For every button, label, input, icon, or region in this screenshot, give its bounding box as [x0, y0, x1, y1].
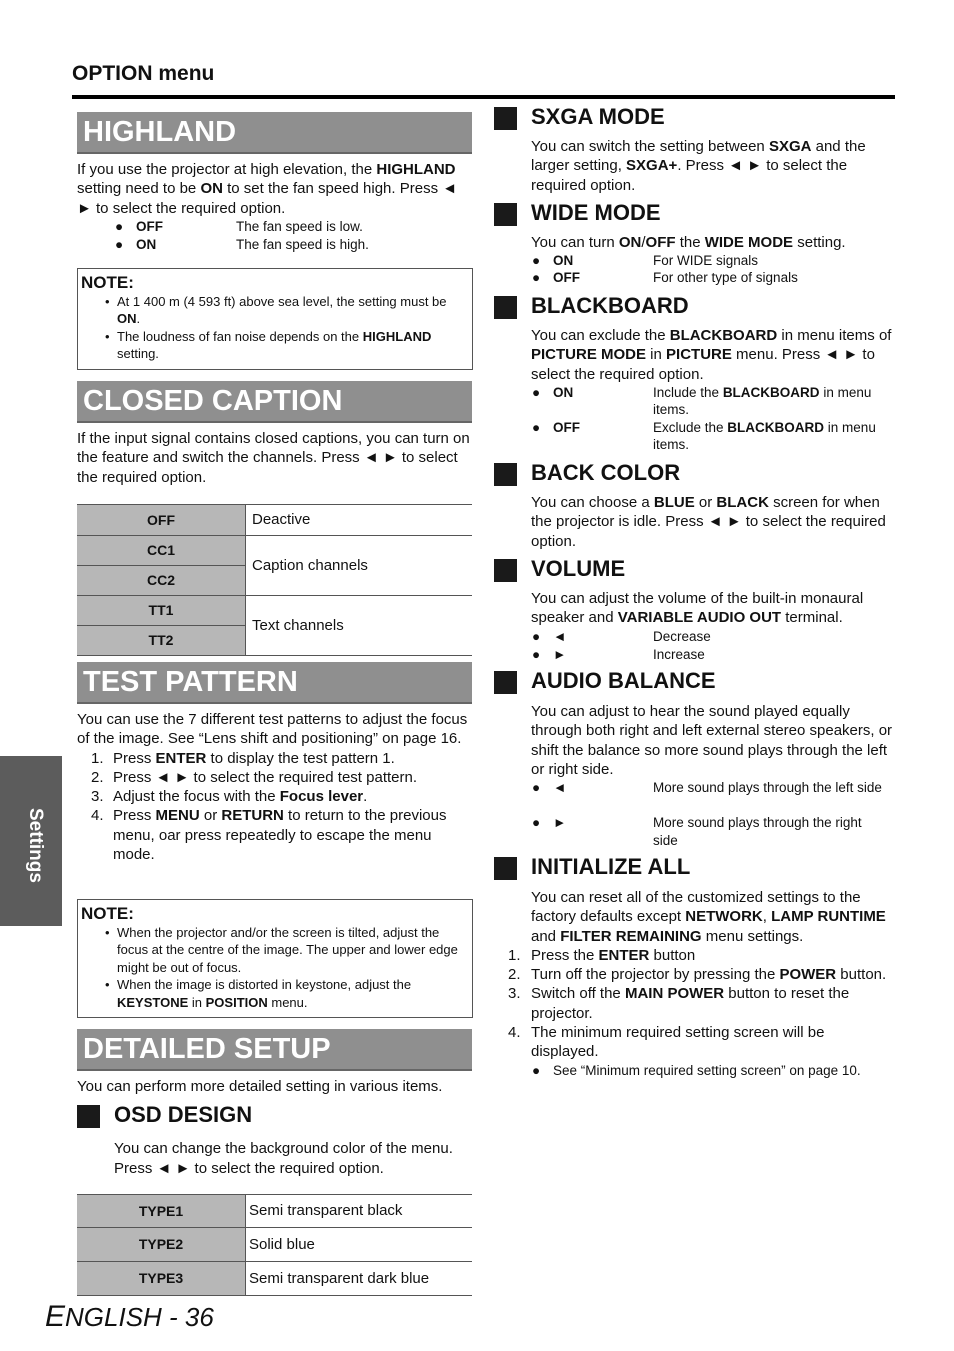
wide-mode-heading — [494, 200, 894, 226]
option-key: OFF — [553, 270, 580, 286]
step-number: 4. — [508, 1024, 521, 1042]
osd-design-heading — [77, 1102, 472, 1128]
note-item — [81, 976, 468, 1011]
text-bold: OFF — [645, 234, 676, 251]
text-run: button. — [836, 966, 887, 984]
highland-note — [77, 268, 473, 370]
right-arrow-icon: ► — [553, 815, 567, 831]
option-desc — [653, 384, 893, 419]
list-item — [77, 787, 472, 806]
text-run: button — [649, 946, 696, 964]
text-run: in — [188, 994, 206, 1010]
square-bullet-icon — [494, 296, 517, 319]
table-value: Caption channels — [246, 535, 473, 595]
table-value: Solid blue — [246, 1227, 473, 1261]
text-bold: POSITION — [205, 994, 268, 1010]
text-bold: ON — [200, 180, 223, 198]
option-desc — [653, 419, 893, 454]
side-tab-label: Settings — [25, 808, 46, 883]
table-key: TT1 — [77, 595, 246, 625]
list-item — [494, 252, 894, 269]
table-value: Deactive — [246, 504, 473, 535]
text-run: At 1 400 m (4 593 ft) above sea level, the setting must be — [117, 294, 447, 309]
back-color-heading — [494, 460, 894, 486]
subsection-title: INITIALIZE ALL — [531, 854, 691, 879]
table-key: TT2 — [77, 625, 246, 655]
test-pattern-note — [77, 899, 473, 1018]
list-item — [77, 768, 472, 787]
list-item — [77, 218, 472, 236]
option-key: ON — [136, 236, 157, 252]
list-item — [494, 779, 894, 814]
text-run: Include the — [653, 384, 723, 400]
option-desc: More sound plays through the left side — [653, 780, 882, 796]
list-item — [494, 646, 894, 664]
table-key: TYPE3 — [77, 1261, 246, 1295]
bullet-icon: ● — [115, 236, 124, 252]
step-number: 1. — [91, 749, 104, 767]
list-item — [494, 946, 894, 965]
back-color-text — [531, 493, 894, 551]
option-key: ON — [553, 253, 574, 269]
text-run: in menu items. — [653, 384, 872, 418]
text-run: , — [762, 908, 772, 926]
text-bold: Focus lever — [279, 788, 364, 806]
subsection-title: BACK COLOR — [531, 460, 681, 485]
list-item — [494, 628, 894, 646]
table-value: Text channels — [246, 595, 473, 655]
list-item — [494, 814, 894, 849]
list-item — [77, 236, 472, 254]
text-bold: BLACK — [716, 494, 769, 511]
square-bullet-icon — [494, 107, 517, 130]
text-bold: ENTER — [155, 749, 207, 767]
text-bold: HIGHLAND — [376, 161, 456, 178]
option-key: ON — [553, 384, 574, 400]
text-bold: MENU — [155, 807, 200, 825]
text-bold: MAIN POWER — [624, 985, 725, 1003]
note-item — [81, 328, 468, 363]
text-bold: RETURN — [221, 807, 284, 825]
sxga-mode-heading — [494, 104, 894, 130]
subsection-title: BLACKBOARD — [531, 293, 689, 318]
option-desc: The fan speed is low. — [236, 218, 363, 234]
test-pattern-section — [77, 662, 472, 864]
bullet-icon: ● — [532, 646, 541, 662]
bullet-icon: ● — [532, 419, 541, 435]
text-run: . — [363, 788, 368, 806]
wide-mode-section — [494, 200, 894, 286]
text-run: Adjust the focus with the — [113, 788, 280, 806]
text-run: to display the test pattern 1. — [206, 749, 395, 767]
list-item — [494, 984, 894, 1023]
table-key: TYPE1 — [77, 1194, 246, 1227]
note-item — [81, 293, 468, 328]
text-bold: KEYSTONE — [117, 994, 189, 1010]
square-bullet-icon — [494, 671, 517, 694]
table-row — [77, 1194, 472, 1227]
text-bold: BLUE — [653, 494, 695, 511]
text-run: Switch off the — [531, 985, 625, 1003]
footer-initial: E — [45, 1300, 66, 1333]
text-run: . — [136, 311, 141, 327]
text-bold: ON — [618, 234, 642, 251]
text-bold: FILTER REMAINING — [560, 927, 702, 945]
text-run: terminal. — [781, 609, 843, 627]
text-bold: ENTER — [598, 946, 650, 964]
step-number: 2. — [508, 966, 521, 984]
table-key: CC2 — [77, 565, 246, 595]
subsection-title: VOLUME — [531, 556, 626, 581]
text-run: If you use the projector at high elevation, the — [77, 161, 377, 178]
list-item — [494, 965, 894, 984]
note-title: NOTE: — [81, 904, 134, 923]
square-bullet-icon — [494, 463, 517, 486]
initialize-all-section — [494, 854, 894, 1080]
list-item — [494, 1023, 894, 1062]
square-bullet-icon — [494, 203, 517, 226]
step-number: 3. — [508, 985, 521, 1003]
note-item: • When the projector and/or the screen is tilted, adjust the focus at the centre of the image. The upper and lower edge might be out of focus. — [81, 924, 468, 976]
bullet-icon: ● — [532, 270, 541, 286]
initialize-all-text — [531, 888, 894, 946]
audio-balance-text: You can adjust to hear the sound played equally through both right and left external stereo speakers, or shift the balance so more sound plays through the left or right side. — [531, 703, 893, 778]
subsection-title: SXGA MODE — [531, 104, 665, 129]
text-run: You can adjust the volume of the built-in monaural speaker and — [531, 590, 864, 627]
list-item — [494, 1062, 894, 1080]
initialize-all-heading — [494, 854, 894, 880]
text-run: You can reset all of the customized settings to the factory defaults except — [531, 889, 861, 926]
page-header-title: OPTION menu — [72, 62, 215, 85]
table-key: TYPE2 — [77, 1227, 246, 1261]
highland-section — [77, 112, 472, 254]
list-item — [494, 269, 894, 286]
text-bold: PICTURE MODE — [531, 346, 647, 364]
bullet-icon: ● — [115, 218, 124, 234]
text-run: Press the — [531, 946, 599, 964]
text-bold: HIGHLAND — [362, 328, 432, 344]
text-run: Turn off the projector by pressing the — [531, 966, 780, 984]
text-run: setting. — [117, 346, 159, 362]
subsection-title: WIDE MODE — [531, 200, 661, 225]
option-desc: For WIDE signals — [653, 253, 759, 269]
text-bold: BLACKBOARD — [722, 384, 820, 400]
table-row — [77, 1261, 472, 1295]
highland-text — [77, 160, 472, 218]
list-item — [77, 806, 472, 864]
header-rule — [72, 95, 895, 99]
text-run: You can choose a — [531, 494, 654, 511]
text-run: in — [646, 346, 667, 364]
volume-section — [494, 556, 894, 664]
text-run: Press — [113, 807, 156, 825]
text-run: menu. — [267, 994, 308, 1010]
table-row — [77, 535, 472, 565]
subsection-title: OSD DESIGN — [114, 1102, 253, 1128]
square-bullet-icon — [494, 857, 517, 880]
settings-side-tab — [0, 756, 62, 926]
option-desc: More sound plays through the right side — [653, 815, 862, 848]
text-run: screen for when the projector is idle. Press ◄ ► to select the required option. — [531, 494, 886, 550]
step-number: 3. — [91, 788, 104, 806]
text-run: The minimum required setting screen will be displayed. — [531, 1024, 825, 1061]
audio-balance-heading — [494, 668, 894, 694]
table-key: OFF — [77, 504, 246, 535]
text-run: to return to the previous menu, oar press repeatedly to escape the menu mode. — [113, 807, 447, 864]
blackboard-heading — [494, 293, 894, 319]
text-bold: PICTURE — [666, 346, 732, 364]
option-key: OFF — [553, 419, 580, 435]
bullet-icon: ● — [532, 815, 541, 831]
text-run: in menu items of — [777, 327, 892, 344]
test-pattern-text: You can use the 7 different test patterns to adjust the focus of the image. See “Lens shift and positioning” on page 16. — [77, 711, 468, 748]
text-bold: SXGA — [768, 138, 812, 155]
footer-page-number: NGLISH - 36 — [65, 1302, 214, 1332]
highland-title: HIGHLAND — [77, 112, 472, 154]
text-bold: SXGA+ — [626, 157, 678, 175]
step-number: 4. — [91, 807, 104, 825]
initialize-all-steps — [494, 946, 894, 1062]
table-row — [77, 595, 472, 625]
table-value: Semi transparent dark blue — [246, 1261, 473, 1295]
table-value: Semi transparent black — [246, 1194, 473, 1227]
bullet-icon: ● — [532, 628, 541, 644]
text-run: and the larger setting, — [531, 138, 866, 175]
text-run: button to reset the projector. — [531, 985, 850, 1022]
text-run: to set the fan speed high. Press ◄ ► to select the required option. — [77, 180, 458, 217]
table-key: CC1 — [77, 535, 246, 565]
text-bold: LAMP RUNTIME — [771, 908, 886, 926]
closed-caption-text: If the input signal contains closed captions, you can turn on the feature and switch the channels. Press ◄ ► to select the required option. — [77, 430, 470, 486]
sxga-mode-section — [494, 104, 894, 195]
blackboard-section — [494, 293, 894, 454]
text-run: menu. Press ◄ ► to select the required option. — [531, 346, 875, 383]
option-desc: Increase — [653, 646, 705, 662]
text-run: setting need to be — [77, 180, 201, 198]
text-run: menu settings. — [701, 927, 804, 945]
detailed-setup-title: DETAILED SETUP — [77, 1029, 472, 1071]
closed-caption-section — [77, 381, 472, 656]
closed-caption-title: CLOSED CAPTION — [77, 381, 472, 423]
note-title: NOTE: — [81, 273, 134, 292]
text-run: Exclude the — [653, 419, 728, 435]
option-key: OFF — [136, 218, 163, 234]
right-arrow-icon: ► — [553, 646, 567, 662]
test-pattern-steps — [77, 749, 472, 865]
text-run: You can exclude the — [531, 327, 670, 344]
volume-heading — [494, 556, 894, 582]
bullet-icon: ● — [532, 253, 541, 269]
text-run: / — [641, 234, 646, 251]
text-bold: ON — [117, 311, 137, 327]
detailed-setup-section — [77, 1029, 472, 1296]
see-reference: See “Minimum required setting screen” on page 10. — [553, 1062, 861, 1078]
option-desc: Decrease — [653, 628, 711, 644]
text-bold: BLACKBOARD — [669, 327, 778, 344]
text-run: the — [675, 234, 705, 251]
sxga-mode-text — [531, 137, 894, 195]
subsection-title: AUDIO BALANCE — [531, 668, 716, 693]
closed-caption-table — [77, 504, 472, 656]
table-row — [77, 1227, 472, 1261]
list-item — [494, 384, 894, 419]
text-run: or — [199, 807, 222, 825]
text-run: Press ◄ ► to select the required test pattern. — [113, 768, 417, 786]
text-run: You can turn — [531, 234, 619, 251]
bullet-icon: ● — [532, 780, 541, 796]
text-run: You can switch the setting between — [531, 138, 769, 155]
back-color-section — [494, 460, 894, 551]
square-bullet-icon — [77, 1105, 100, 1128]
list-item — [77, 749, 472, 768]
osd-design-text: You can change the background color of the menu. Press ◄ ► to select the required option. — [114, 1140, 453, 1177]
bullet-icon: ● — [532, 384, 541, 400]
text-run: or — [694, 494, 717, 511]
text-run: . Press ◄ ► to select the required option. — [531, 157, 848, 194]
audio-balance-section — [494, 668, 894, 849]
volume-text — [531, 589, 894, 628]
text-run: When the image is distorted in keystone, adjust the — [117, 977, 412, 993]
text-bold: VARIABLE AUDIO OUT — [617, 609, 782, 627]
osd-design-table — [77, 1194, 472, 1296]
square-bullet-icon — [494, 559, 517, 582]
bullet-icon: ● — [532, 1062, 541, 1078]
option-desc: The fan speed is high. — [236, 236, 369, 252]
option-desc: For other type of signals — [653, 270, 798, 286]
blackboard-text — [531, 326, 894, 384]
text-bold: NETWORK — [685, 908, 763, 926]
text-run: and — [531, 927, 561, 945]
step-number: 2. — [91, 768, 104, 786]
test-pattern-title: TEST PATTERN — [77, 662, 472, 704]
table-row — [77, 504, 472, 535]
wide-mode-text — [531, 233, 894, 252]
detailed-setup-text: You can perform more detailed setting in various items. — [77, 1078, 443, 1095]
step-number: 1. — [508, 946, 521, 964]
text-bold: BLACKBOARD — [727, 419, 825, 435]
text-bold: POWER — [779, 966, 837, 984]
left-arrow-icon: ◄ — [553, 628, 567, 644]
text-run: The loudness of fan noise depends on the — [117, 328, 363, 344]
text-run: Press — [113, 749, 156, 767]
text-run: in menu items. — [653, 419, 876, 453]
text-bold: WIDE MODE — [704, 234, 794, 251]
text-run: setting. — [793, 234, 846, 251]
left-arrow-icon: ◄ — [553, 780, 567, 796]
page-footer — [45, 1300, 214, 1334]
list-item — [494, 419, 894, 454]
